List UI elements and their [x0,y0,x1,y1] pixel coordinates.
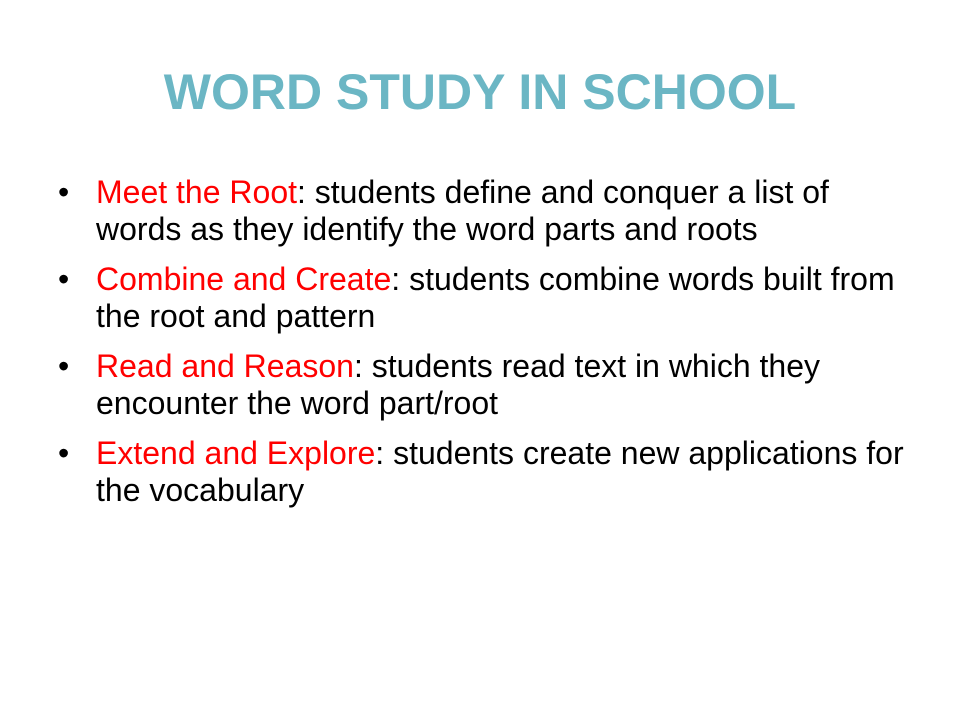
bullet-description: students read text in which they encounter the word part/root [96,348,820,421]
bullet-item-meet-the-root [58,174,908,248]
bullet-separator: : [297,174,306,210]
bullet-term: Meet the Root [96,174,297,210]
bullet-list [58,174,908,522]
bullet-separator: : [391,261,401,297]
bullet-term: Extend and Explore [96,435,376,471]
bullet-description: students create new applications for the vocabulary [96,435,904,508]
bullet-item-extend-and-explore [58,435,908,509]
bullet-description: students define and conquer a list of words as they identify the word parts and roots [96,174,829,247]
bullet-dot-icon: • [58,174,70,210]
bullet-separator: : [375,435,385,471]
bullet-term: Combine and Create [96,261,392,297]
bullet-dot-icon: • [58,435,70,471]
bullet-term: Read and Reason [96,348,354,384]
bullet-item-read-and-reason [58,348,908,422]
bullet-description: students combine words built from the root and pattern [96,261,895,334]
bullet-separator: : [353,348,363,384]
bullet-item-combine-and-create [58,261,908,335]
bullet-dot-icon: • [58,348,70,384]
slide-title: WORD STUDY IN SCHOOL [163,64,797,120]
bullet-dot-icon: • [58,261,70,297]
